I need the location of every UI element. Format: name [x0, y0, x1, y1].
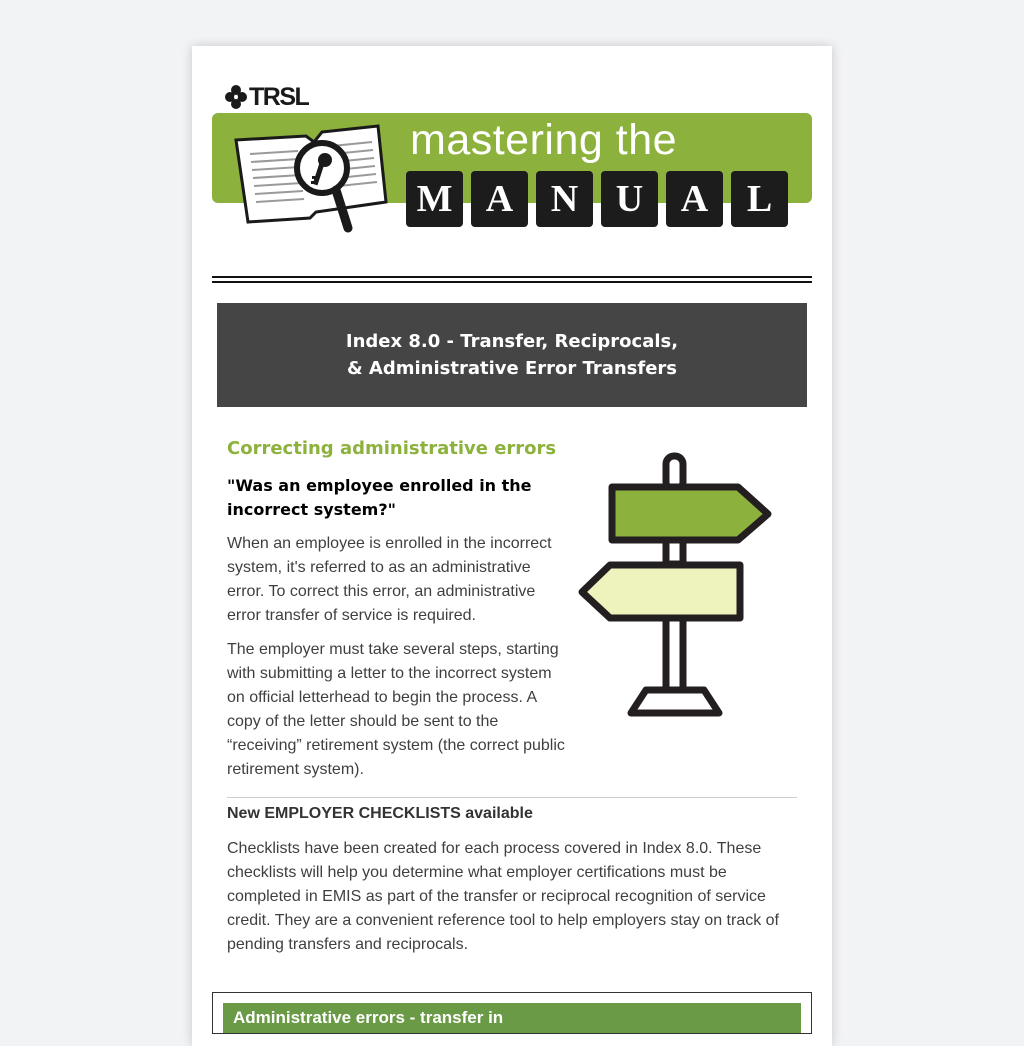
checklists-heading: New EMPLOYER CHECKLISTS available — [227, 805, 533, 822]
signpost-icon — [576, 452, 776, 720]
banner-title: mastering the — [410, 116, 678, 164]
tile-letter: L — [731, 171, 788, 227]
section-paragraph: When an employee is enrolled in the incorrect system, it's referred to as an administrative error. To correct this error, an administrative error transfer of service is required. — [227, 535, 552, 624]
divider-rule — [212, 276, 812, 278]
section-heading: Correcting administrative errors — [227, 438, 557, 459]
divider-rule — [212, 281, 812, 283]
tile-letter: N — [536, 171, 593, 227]
index-title-box — [217, 303, 807, 407]
section-divider — [227, 797, 797, 798]
tile-letter: A — [471, 171, 528, 227]
checklist-table-header: Administrative errors - transfer in — [223, 1003, 801, 1033]
manual-tiles — [406, 171, 788, 227]
index-title-line1: Index 8.0 - Transfer, Reciprocals, — [345, 331, 679, 352]
tile-letter: U — [601, 171, 658, 227]
trsl-logo-icon — [224, 84, 248, 110]
checklists-paragraph: Checklists have been created for each process covered in Index 8.0. These checklists will help you determine what employer certifications must be completed in EMIS as part of the transfer or reciprocal recognition of service credit. They are a convenient reference tool to help employers stay on track of pending transfers and reciprocals. — [227, 840, 779, 953]
section-paragraph: The employer must take several steps, starting with submitting a letter to the incorrect system on official letterhead to begin the process. A copy of the letter should be sent to the “receiving” retirement system (the correct public retirement system). — [227, 641, 565, 778]
book-magnifier-icon — [228, 118, 398, 236]
trsl-wordmark: TRSL — [249, 82, 309, 111]
trsl-logo[interactable] — [224, 82, 308, 112]
tile-letter: M — [406, 171, 463, 227]
index-title-line2: & Administrative Error Transfers — [346, 358, 678, 379]
section-question: "Was an employee enrolled in the incorrect system?" — [227, 476, 532, 519]
tile-letter: A — [666, 171, 723, 227]
